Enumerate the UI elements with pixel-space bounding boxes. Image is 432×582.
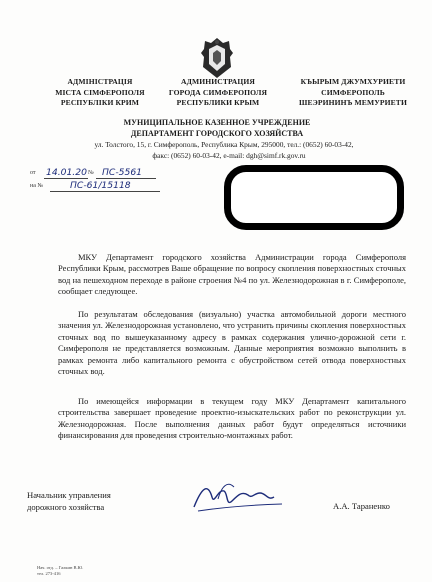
redacted-recipient-block (224, 165, 404, 230)
outgoing-number-value: ПС-5561 (102, 167, 143, 178)
signer-title-line2: дорожного хозяйства (27, 502, 105, 512)
organization-line2: ДЕПАРТАМЕНТ ГОРОДСКОГО ХОЗЯЙСТВА (130, 129, 304, 138)
header-ru-line3: РЕСПУБЛИКИ КРЫМ (176, 98, 260, 107)
header-crh-line2: СИМФЕРОПОЛЬ (321, 87, 385, 97)
outgoing-number-label: № (88, 170, 94, 176)
incoming-number-value: ПС-61/15118 (70, 180, 131, 191)
body-paragraph-2: По результатам обследования (визуально) участка автомобильной дороги местного значения ул. Железнодорожная установлено, что устранить причины скопления поверхностных сточных вод по вышеуказанному адресу в рамках содержания улично-дорожной сети г. Симферополя не представляется возможным. Данные мероприятия возможно выполнить в рамках ремонта либо капитального ремонта с обустройством сетей отвода поверхностных сточных вод. (58, 309, 406, 377)
incoming-number-label: на № (30, 183, 44, 189)
header-ua-line1: АДМІНІСТРАЦІЯ (67, 77, 133, 86)
signer-title (27, 489, 111, 513)
outgoing-date-label: от (30, 170, 36, 176)
organization-line1: МУНИЦИПАЛЬНОЕ КАЗЕННОЕ УЧРЕЖДЕНИЕ (123, 118, 311, 127)
signer-title-line1: Начальник управления (27, 490, 111, 500)
number-underline (96, 178, 156, 179)
executor-footer (37, 565, 83, 577)
executor-phone: тел. 273-416 (37, 571, 61, 576)
header-crh-line1: КЪЫРЫМ ДЖУМХУРИЕТИ (300, 77, 406, 86)
date-underline (44, 178, 88, 179)
executor-name: Нач. отд. – Галкин В.Ю. (37, 565, 84, 570)
incoming-underline (50, 191, 160, 192)
body-paragraph-3: По имеющейся информации в текущем году МКУ Департамент капитального строительства завершает проведение проектно-изыскательских работ по реконструкции ул. Железнодорожная. После выполнения данных работ будут определяться источники финансирования для проведения строительно-монтажных работ. (58, 396, 406, 441)
signer-name: А.А. Тараненко (333, 501, 390, 511)
header-ukrainian (44, 77, 156, 109)
body-paragraph-1: МКУ Департамент городского хозяйства Администрации города Симферополя Республики Крым, рассмотрев Ваше обращение по вопросу скопления поверхностных сточных вод на пешеходном переходе в районе строения №4 по ул. Железнодорожная в г. Симферополе, сообщает следующее. (58, 252, 406, 297)
header-ua-line3: РЕСПУБЛІКИ КРИМ (60, 98, 140, 107)
header-ua-line2: МІСТА СІМФЕРОПОЛЯ (55, 87, 145, 97)
header-russian (162, 77, 274, 109)
coat-of-arms-emblem (200, 37, 234, 79)
header-crh-line3: ШЕЭРИНИНЪ МЕМУРИЕТИ (299, 98, 407, 107)
organization-address (74, 140, 374, 161)
address-line1: ул. Толстого, 15, г. Симферополь, Республика Крым, 295000, тел.: (0652) 60-03-42, (94, 140, 354, 149)
handwritten-signature (188, 477, 288, 519)
header-ru-line1: АДМИНИСТРАЦИЯ (181, 77, 255, 86)
organization-name (82, 117, 352, 139)
header-crimean-tatar (293, 77, 413, 109)
outgoing-date-value: 14.01.20 (46, 167, 87, 178)
header-ru-line2: ГОРОДА СИМФЕРОПОЛЯ (168, 87, 268, 97)
address-line2: факс: (0652) 60-03-42, e-mail: dgh@simf.rk.gov.ru (152, 150, 306, 160)
